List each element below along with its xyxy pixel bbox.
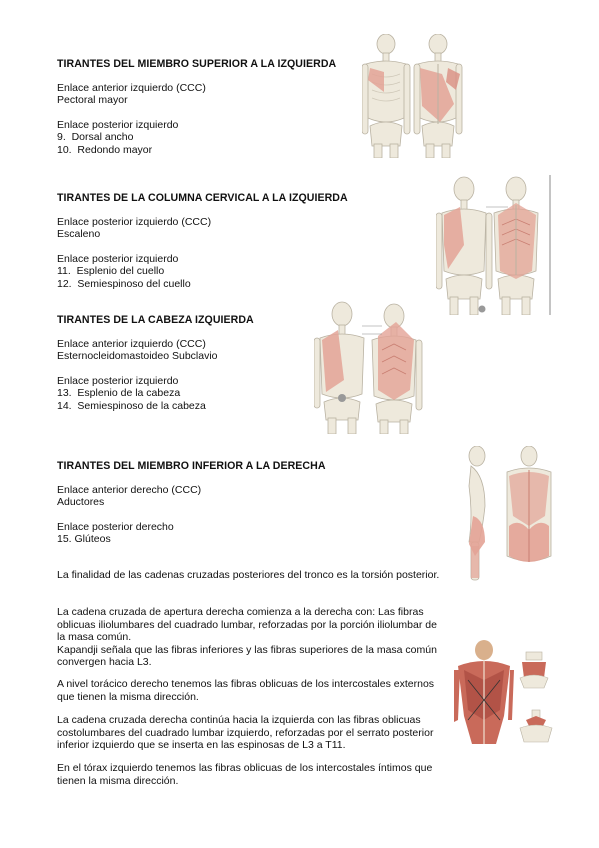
anterior-item: Esternocleidomastoideo Subclavio bbox=[57, 350, 218, 362]
anterior-link-title: Enlace posterior izquierdo (CCC) bbox=[57, 215, 212, 228]
anterior-item: Aductores bbox=[57, 496, 105, 508]
posterior-item: 12. Semiespinoso del cuello bbox=[57, 277, 191, 290]
anterior-link-title: Enlace anterior izquierdo (CCC) bbox=[57, 81, 206, 94]
section-head-left bbox=[57, 314, 254, 412]
section-heading: TIRANTES DE LA COLUMNA CERVICAL A LA IZQUIERDA bbox=[57, 192, 348, 204]
section-lower-limb-right bbox=[57, 460, 326, 546]
paragraph: La cadena cruzada de apertura derecha comienza a la derecha con: Las fibras oblicuas iliolumbares del cuadrado lumbar, reforzadas por la porción iliolumbar de la masa común. Kapandji señala que las fibras inferiores y las fibras superiores de la masa común convergen hacia L3. bbox=[57, 606, 437, 668]
posterior-item: 11. Esplenio del cuello bbox=[57, 265, 165, 277]
posterior-item: 10. Redondo mayor bbox=[57, 143, 153, 156]
section-heading: TIRANTES DEL MIEMBRO INFERIOR A LA DERECHA bbox=[57, 460, 326, 472]
paragraph: La cadena cruzada derecha continúa hacia la izquierda con las fibras oblicuas costolumbares del cuadrado lumbar izquierdo, reforzadas por el serrato posterior inferior izquierdo que se inserta en las espinosas de L3 a T11. bbox=[57, 714, 434, 751]
anterior-link-title: Enlace anterior izquierdo (CCC) bbox=[57, 337, 206, 350]
paragraph: En el tórax izquierdo tenemos las fibras oblicuas de los intercostales íntimos que tienen la misma dirección. bbox=[57, 762, 433, 787]
posterior-link-title: Enlace posterior izquierdo bbox=[57, 252, 179, 265]
anatomy-figure-crossed-chains bbox=[454, 640, 564, 760]
paragraph: A nivel torácico derecho tenemos las fibras oblicuas de los intercostales externos que tienen la misma dirección. bbox=[57, 678, 435, 703]
posterior-link-title: Enlace posterior izquierdo bbox=[57, 374, 179, 387]
posterior-item: 14. Semiespinoso de la cabeza bbox=[57, 399, 206, 412]
anatomy-figure-upper-limb bbox=[362, 34, 466, 158]
anterior-item: Escaleno bbox=[57, 228, 101, 240]
anatomy-figure-cervical bbox=[436, 175, 552, 315]
paragraph: La finalidad de las cadenas cruzadas posteriores del tronco es la torsión posterior. bbox=[57, 569, 440, 581]
section-upper-limb-left bbox=[57, 58, 336, 156]
posterior-link-title: Enlace posterior izquierdo bbox=[57, 118, 179, 131]
anterior-item: Pectoral mayor bbox=[57, 94, 128, 106]
anatomy-figure-lower-limb bbox=[455, 446, 565, 582]
anterior-link-title: Enlace anterior derecho (CCC) bbox=[57, 483, 202, 496]
posterior-item: 13. Esplenio de la cabeza bbox=[57, 387, 181, 399]
posterior-link-title: Enlace posterior derecho bbox=[57, 520, 174, 533]
anatomy-figure-head bbox=[314, 300, 424, 434]
section-heading: TIRANTES DEL MIEMBRO SUPERIOR A LA IZQUIERDA bbox=[57, 58, 337, 70]
posterior-item: 9. Dorsal ancho bbox=[57, 131, 134, 143]
section-cervical-spine-left bbox=[57, 192, 348, 290]
section-heading: TIRANTES DE LA CABEZA IZQUIERDA bbox=[57, 314, 254, 326]
posterior-item: 15. Glúteos bbox=[57, 533, 111, 545]
